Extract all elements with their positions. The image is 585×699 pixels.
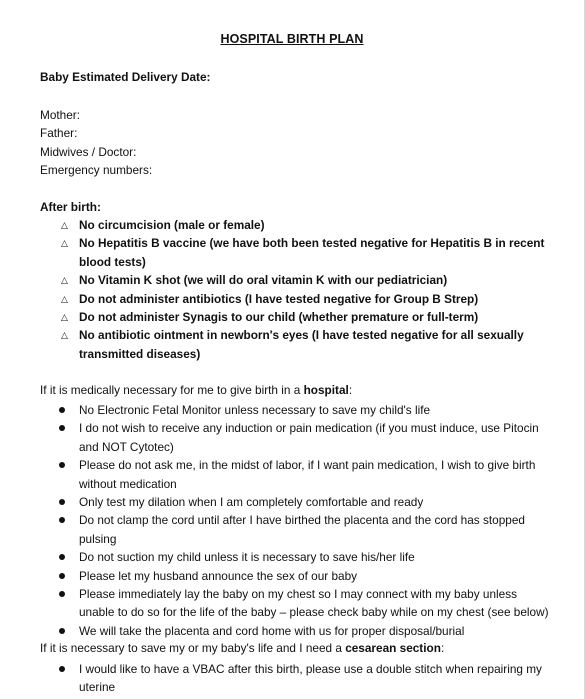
cesarean-intro <box>40 641 444 655</box>
contact-midwives-label: Midwives / Doctor: <box>40 145 137 159</box>
list-item <box>40 290 550 308</box>
list-item-text: Do not clamp the cord until after I have birthed the placenta and the cord has stopped pulsing <box>79 513 525 546</box>
hospital-list <box>40 401 550 640</box>
list-item <box>40 622 550 640</box>
list-item <box>40 548 550 566</box>
triangle-bullet-icon: △ <box>61 312 68 323</box>
bullet-dot-icon <box>59 573 65 579</box>
list-item <box>40 308 550 326</box>
list-item-text: No circumcision (male or female) <box>79 218 265 232</box>
bullet-dot-icon <box>59 666 65 672</box>
list-item <box>40 419 550 456</box>
list-item <box>40 493 550 511</box>
bullet-dot-icon <box>59 591 65 597</box>
after-birth-list <box>40 216 550 363</box>
triangle-bullet-icon: △ <box>61 238 68 249</box>
bullet-dot-icon <box>59 425 65 431</box>
bullet-dot-icon <box>59 554 65 560</box>
bullet-dot-icon <box>59 628 65 634</box>
cesarean-intro-prefix: If it is necessary to save my or my baby's life and I need a <box>40 641 346 655</box>
hospital-intro-suffix: : <box>348 383 353 397</box>
list-item <box>40 511 550 548</box>
list-item <box>40 216 550 234</box>
list-item-text: Please let my husband announce the sex of our baby <box>79 568 358 583</box>
contact-emergency-label: Emergency numbers: <box>40 163 153 177</box>
triangle-bullet-icon: △ <box>61 220 68 230</box>
list-item-text: No antibiotic ointment in newborn's eyes (I have tested negative for all sexually transmitted diseases) <box>79 328 524 361</box>
list-item-text: I would like to have a VBAC after this birth, please use a double stitch when repairing my uterine <box>79 662 542 695</box>
list-item <box>40 234 550 271</box>
list-item-text: Do not administer antibiotics (I have tested negative for Group B Strep) <box>79 291 479 306</box>
list-item-text: No Vitamin K shot (we will do oral vitamin K with our pediatrician) <box>79 273 448 288</box>
triangle-bullet-icon: △ <box>61 293 68 304</box>
contact-mother-label: Mother: <box>40 108 80 122</box>
list-item <box>40 401 550 419</box>
list-item-text: Please immediately lay the baby on my chest so I may connect with my baby unless unable to do so for the life of the baby – please check baby while on my chest (see below) <box>79 587 549 620</box>
hospital-intro-emphasis: hospital <box>303 383 349 397</box>
list-item-text: Please do not ask me, in the midst of labor, if I want pain medication, I wish to give birth without medication <box>79 458 536 491</box>
cesarean-list <box>40 660 550 697</box>
contact-father-label: Father: <box>40 126 78 140</box>
bullet-dot-icon <box>59 407 65 413</box>
list-item <box>40 567 550 585</box>
list-item-text: Only test my dilation when I am completely comfortable and ready <box>79 495 424 510</box>
list-item-text: Do not suction my child unless it is necessary to save his/her life <box>79 550 415 565</box>
list-item <box>40 585 550 622</box>
list-item <box>40 326 550 363</box>
cesarean-intro-emphasis: cesarean section <box>345 641 441 655</box>
list-item-text: We will take the placenta and cord home with us for proper disposal/burial <box>79 623 465 638</box>
bullet-dot-icon <box>59 517 65 523</box>
triangle-bullet-icon: △ <box>61 275 68 286</box>
bullet-dot-icon <box>59 462 65 468</box>
triangle-bullet-icon: △ <box>61 330 68 341</box>
bullet-dot-icon <box>59 499 65 505</box>
list-item <box>40 456 550 493</box>
list-item-text: No Hepatitis B vaccine (we have both been tested negative for Hepatitis B in recent blood tests) <box>79 236 545 269</box>
delivery-date-label: Baby Estimated Delivery Date: <box>40 70 211 84</box>
document-title: HOSPITAL BIRTH PLAN <box>220 32 364 46</box>
list-item-text: Do not administer Synagis to our child (whether premature or full-term) <box>79 310 479 325</box>
list-item <box>40 660 550 697</box>
list-item-text: I do not wish to receive any induction or pain medication (if you must induce, use Pitocin and NOT Cytotec) <box>79 421 539 454</box>
hospital-intro <box>40 383 352 397</box>
cesarean-intro-suffix: : <box>440 641 445 655</box>
list-item <box>40 271 550 289</box>
list-item-text: No Electronic Fetal Monitor unless necessary to save my child's life <box>79 403 431 417</box>
after-birth-heading: After birth: <box>40 200 101 214</box>
hospital-intro-prefix: If it is medically necessary for me to give birth in a <box>40 383 304 397</box>
